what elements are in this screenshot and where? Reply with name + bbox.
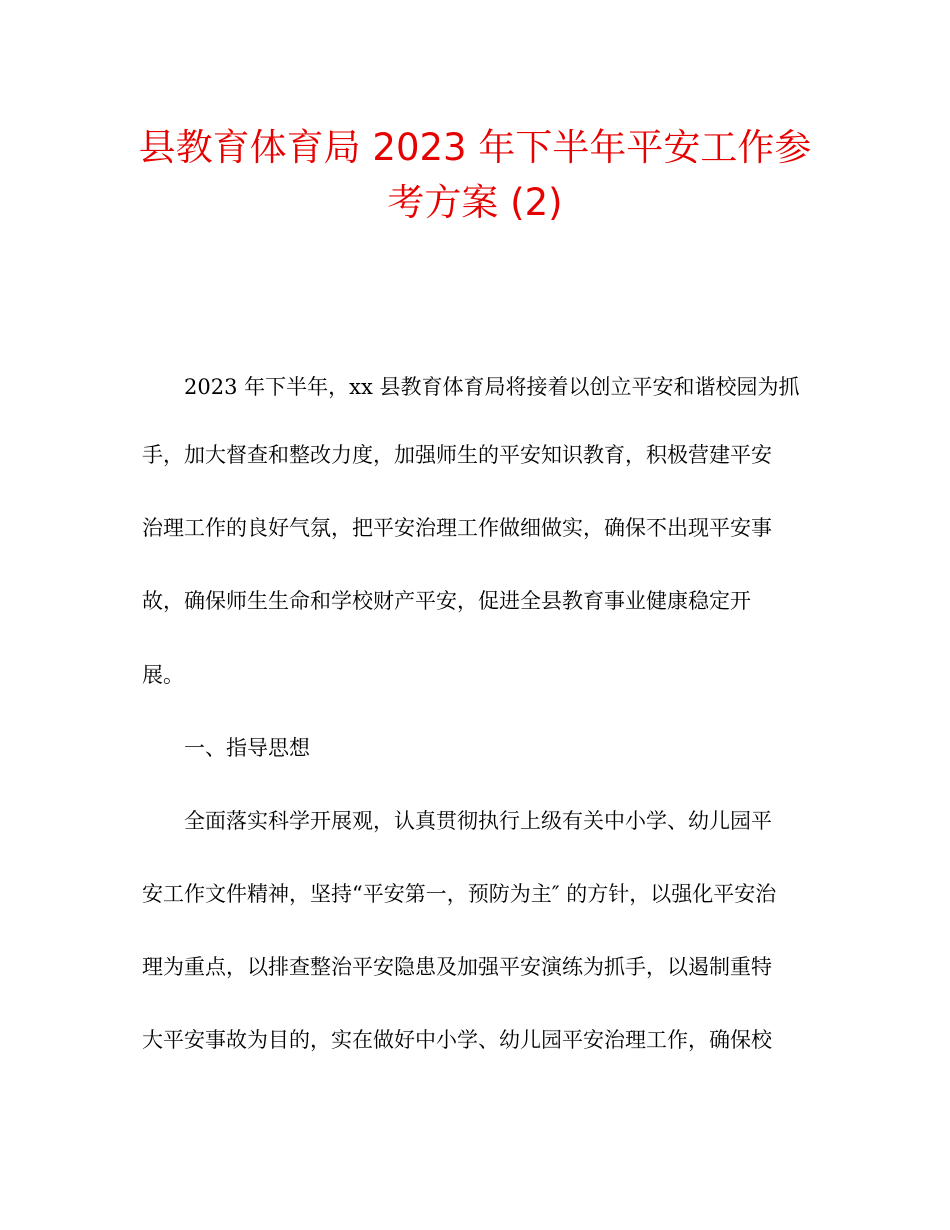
paragraph-2-line-4: 大平安事故为目的，实在做好中小学、幼儿园平安治理工作，确保校 — [142, 1028, 772, 1052]
paragraph-1-line-3: 治理工作的良好气氛，把平安治理工作做细做实，确保不出现平安事 — [142, 516, 772, 540]
document-title — [120, 120, 830, 230]
paragraph-2-line-1: 全面落实科学开展观，认真贯彻执行上级有关中小学、幼儿园平 — [184, 809, 772, 833]
paragraph-1-line-1: 2023 年下半年，xx 县教育体育局将接着以创立平安和谐校园为抓 — [184, 375, 800, 399]
paragraph-1-line-2: 手，加大督查和整改力度，加强师生的平安知识教育，积极营建平安 — [142, 443, 772, 467]
title-line-2: 考方案 (2) — [387, 181, 563, 224]
paragraph-1-line-5: 展。 — [142, 663, 184, 687]
section-heading-guiding-ideology: 一、指导思想 — [184, 736, 310, 760]
paragraph-1-line-4: 故，确保师生生命和学校财产平安，促进全县教育事业健康稳定开 — [142, 589, 751, 613]
paragraph-2-line-2: 安工作文件精神，坚持“平安第一，预防为主″ 的方针，以强化平安治 — [142, 882, 777, 906]
paragraph-2-line-3: 理为重点，以排查整治平安隐患及加强平安演练为抓手，以遏制重特 — [142, 955, 772, 979]
title-line-1: 县教育体育局 2023 年下半年平安工作参 — [138, 126, 812, 169]
